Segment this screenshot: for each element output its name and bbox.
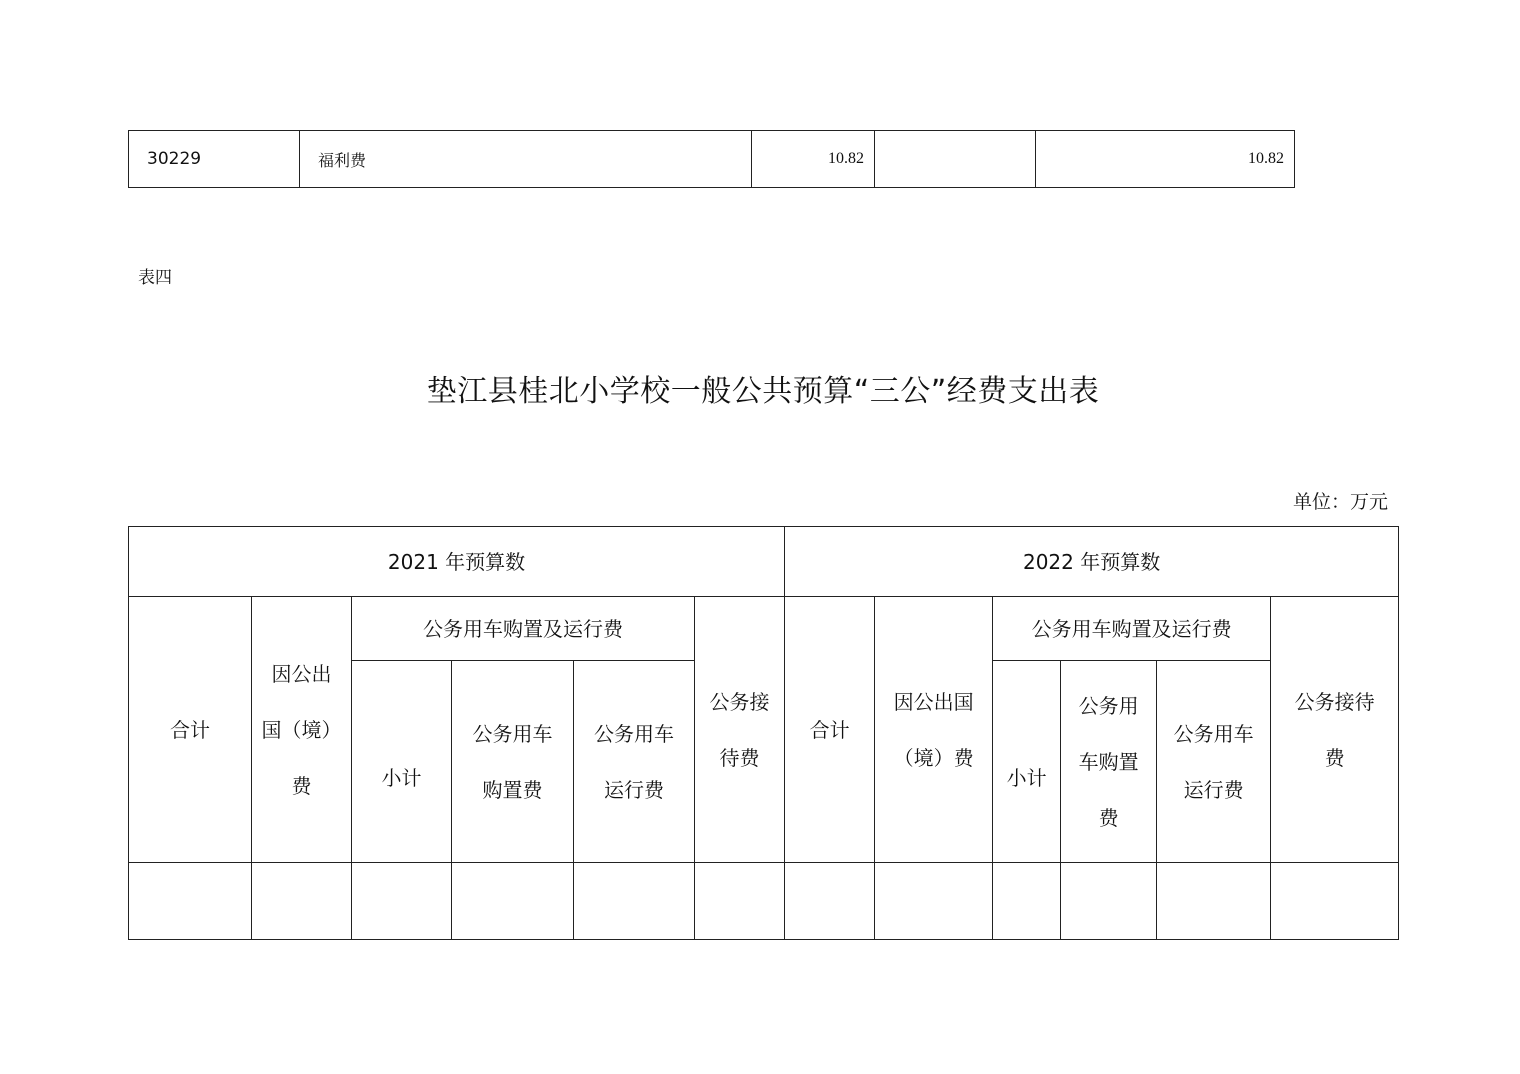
unit-label: 单位：万元 [1292, 491, 1388, 513]
data-cell [785, 863, 875, 940]
data-cell [129, 863, 252, 940]
header-row-groups [129, 597, 1399, 661]
subtotal-header-2021: 小计 [352, 661, 452, 863]
purchase-header-line: 公务用车 [472, 721, 553, 746]
data-cell [875, 863, 993, 940]
data-cell [1271, 863, 1399, 940]
data-cell [352, 863, 452, 940]
operation-header-line: 公务用车 [594, 721, 674, 746]
abroad-header-line: 国（境） [261, 717, 342, 742]
data-cell [1061, 863, 1157, 940]
purchase-header-2021 [452, 661, 574, 863]
operation-header-line: 运行费 [1183, 777, 1244, 802]
purchase-header-line: 购置费 [482, 777, 543, 802]
purchase-header-2022 [1061, 661, 1157, 863]
project-cell: 10.82 [1036, 131, 1295, 188]
operation-header-2022 [1157, 661, 1271, 863]
data-cell [695, 863, 785, 940]
basic-cell [875, 131, 1036, 188]
purchase-header-line: 车购置 [1078, 749, 1139, 774]
abroad-header-2021 [252, 597, 352, 863]
item-name-cell: 福利费 [300, 131, 752, 188]
data-cell [574, 863, 695, 940]
budget-detail-table [128, 130, 1295, 188]
reception-header-line: 待费 [719, 745, 760, 770]
header-row-years [129, 527, 1399, 597]
table-row [129, 131, 1295, 188]
purchase-header-line: 费 [1098, 805, 1119, 830]
purchase-header-line: 公务用 [1078, 693, 1139, 718]
reception-header-line: 费 [1324, 745, 1345, 770]
table-row [129, 863, 1399, 940]
operation-header-2021 [574, 661, 695, 863]
economic-code-cell: 30229 [129, 131, 300, 188]
vehicle-group-header-2021: 公务用车购置及运行费 [352, 597, 695, 661]
three-public-expenses-table [128, 526, 1399, 940]
year-2021-header: 2021 年预算数 [129, 527, 785, 597]
page-title: 垫江县桂北小学校一般公共预算“三公”经费支出表 [426, 374, 1100, 409]
reception-header-2022 [1271, 597, 1399, 863]
total-header-2022: 合计 [785, 597, 875, 863]
abroad-header-line: 因公出 [271, 661, 332, 686]
data-cell [993, 863, 1061, 940]
total-header-2021: 合计 [129, 597, 252, 863]
vehicle-group-header-2022: 公务用车购置及运行费 [993, 597, 1271, 661]
abroad-header-line: 费 [291, 773, 312, 798]
total-cell: 10.82 [752, 131, 875, 188]
abroad-header-2022 [875, 597, 993, 863]
reception-header-line: 公务接 [709, 689, 770, 714]
year-2022-header: 2022 年预算数 [785, 527, 1399, 597]
abroad-header-line: （境）费 [893, 745, 974, 770]
operation-header-line: 公务用车 [1173, 721, 1254, 746]
data-cell [252, 863, 352, 940]
reception-header-2021 [695, 597, 785, 863]
reception-header-line: 公务接待 [1294, 689, 1375, 714]
data-cell [1157, 863, 1271, 940]
subtotal-header-2022: 小计 [993, 661, 1061, 863]
table-number-label: 表四 [138, 268, 172, 288]
data-cell [452, 863, 574, 940]
abroad-header-line: 因公出国 [893, 689, 974, 714]
operation-header-line: 运行费 [604, 777, 664, 802]
